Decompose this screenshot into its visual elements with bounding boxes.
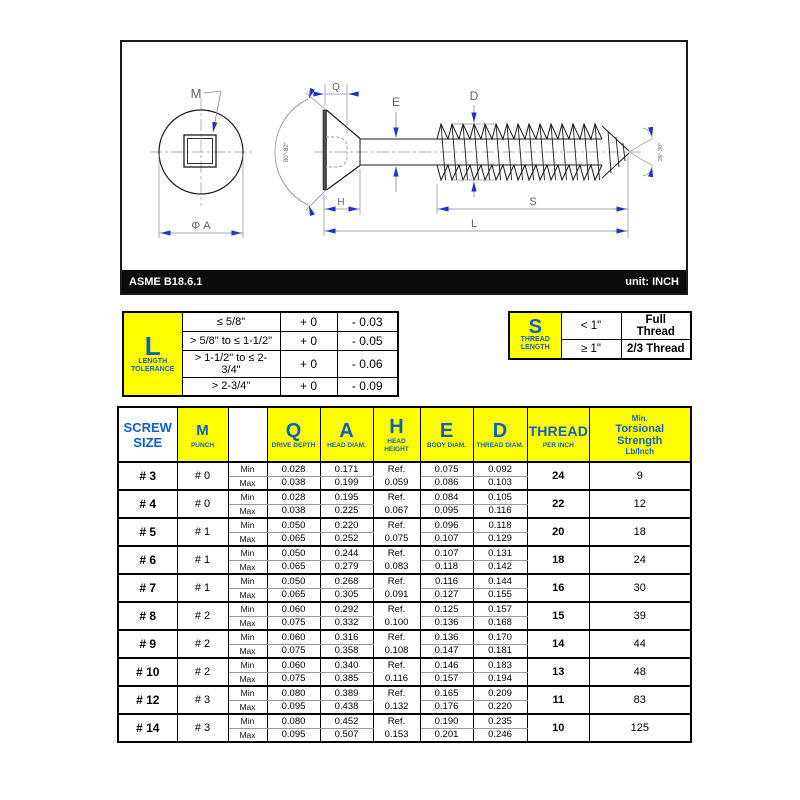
h-ref-value: 0.059 (384, 477, 409, 488)
a-min-value: 0.316 (320, 630, 373, 644)
max-label: Max (228, 616, 267, 630)
h-ref-cell (373, 630, 420, 658)
standard-label: ASME B18.6.1 (129, 275, 203, 288)
point-angle-ext-top (629, 138, 653, 152)
min-label: Min (228, 518, 267, 532)
h-ref-label: Ref. (387, 716, 406, 727)
d-min-value: 0.092 (473, 462, 527, 476)
label-head-angle: 80°-82° (284, 141, 290, 163)
max-label: Max (228, 560, 267, 574)
max-label: Max (228, 728, 267, 742)
d-min-value: 0.170 (473, 630, 527, 644)
unit-label: unit: INCH (625, 275, 679, 288)
q-min-value: 0.060 (267, 630, 320, 644)
screw-size-cell: # 14 (118, 714, 177, 742)
a-min-value: 0.340 (320, 658, 373, 672)
label-e: E (391, 95, 401, 109)
torsional-strength-cell: 18 (590, 518, 691, 546)
torsional-strength-cell: 9 (590, 462, 691, 490)
length-tolerance-table (122, 311, 399, 397)
h-ref-cell (373, 546, 420, 574)
q-max-value: 0.065 (267, 588, 320, 602)
spec-row-min (118, 518, 691, 532)
e-max-value: 0.147 (420, 644, 473, 658)
label-h: H (337, 197, 345, 208)
drawing-frame (120, 40, 688, 295)
label-m: M (190, 86, 202, 101)
d-max-value: 0.246 (473, 728, 527, 742)
torsional-strength-cell: 24 (590, 546, 691, 574)
head-angle-arrow-bottom (309, 206, 312, 214)
h-ref-label: Ref. (387, 688, 406, 699)
e-min-value: 0.075 (420, 462, 473, 476)
min-label: Min (228, 462, 267, 476)
d-min-value: 0.183 (473, 658, 527, 672)
e-max-value: 0.095 (420, 504, 473, 518)
header-d-thread-diam: D THREAD DIAM. (473, 407, 527, 462)
a-min-value: 0.292 (320, 602, 373, 616)
max-label: Max (228, 588, 267, 602)
spec-row-min (118, 546, 691, 560)
e-max-value: 0.127 (420, 588, 473, 602)
threads-per-inch-cell: 24 (527, 462, 590, 490)
label-d: D (469, 89, 479, 103)
tolerance-plus: + 0 (280, 331, 337, 350)
tolerance-minus: - 0.09 (337, 377, 398, 396)
spec-row-min (118, 630, 691, 644)
punch-size-cell: # 3 (177, 714, 228, 742)
d-min-value: 0.144 (473, 574, 527, 588)
max-label: Max (228, 476, 267, 490)
min-label: Min (228, 546, 267, 560)
symbol-l: L (144, 331, 161, 361)
e-min-value: 0.190 (420, 714, 473, 728)
punch-size-cell: # 2 (177, 602, 228, 630)
a-min-value: 0.452 (320, 714, 373, 728)
thread-length-symbol-cell (509, 312, 561, 359)
length-range: > 1-1/2" to ≤ 2-3/4" (182, 350, 280, 377)
punch-size-cell: # 2 (177, 658, 228, 686)
min-label: Min (228, 658, 267, 672)
tolerance-minus: - 0.03 (337, 312, 398, 331)
min-label: Min (228, 574, 267, 588)
h-ref-label: Ref. (387, 548, 406, 559)
max-label: Max (228, 672, 267, 686)
point-taper-top (602, 126, 629, 151)
label-s: S (529, 196, 537, 208)
q-max-value: 0.095 (267, 700, 320, 714)
threads-per-inch-cell: 14 (527, 630, 590, 658)
h-ref-cell (373, 658, 420, 686)
threads-per-inch-cell: 16 (527, 574, 590, 602)
point-angle-ext-bottom (629, 152, 653, 166)
a-min-value: 0.195 (320, 490, 373, 504)
h-ref-value: 0.108 (384, 645, 409, 656)
tolerance-plus: + 0 (280, 312, 337, 331)
q-max-value: 0.065 (267, 560, 320, 574)
head-top-edge (323, 110, 327, 190)
d-max-value: 0.155 (473, 588, 527, 602)
a-max-value: 0.252 (320, 532, 373, 546)
h-ref-label: Ref. (387, 632, 406, 643)
a-min-value: 0.244 (320, 546, 373, 560)
screw-spec-table (117, 406, 692, 743)
a-max-value: 0.225 (320, 504, 373, 518)
e-max-value: 0.157 (420, 672, 473, 686)
punch-size-cell: # 1 (177, 518, 228, 546)
screw-size-cell: # 4 (118, 490, 177, 518)
min-label: Min (228, 630, 267, 644)
symbol-l-title-2: TOLERANCE (131, 366, 175, 373)
thread-length-value: Full Thread (621, 312, 691, 340)
spec-row-min (118, 602, 691, 616)
q-min-value: 0.028 (267, 490, 320, 504)
torsional-strength-cell: 83 (590, 686, 691, 714)
h-ref-cell (373, 602, 420, 630)
d-max-value: 0.220 (473, 700, 527, 714)
d-min-value: 0.118 (473, 518, 527, 532)
a-min-value: 0.171 (320, 462, 373, 476)
symbol-s-title-2: LENGTH (520, 344, 550, 352)
technical-drawing (122, 42, 686, 272)
min-label: Min (228, 490, 267, 504)
table-row (123, 312, 398, 331)
punch-size-cell: # 0 (177, 462, 228, 490)
screw-size-cell: # 10 (118, 658, 177, 686)
point-angle-arrow-top (643, 128, 652, 137)
head-angle-ext-bottom (306, 190, 326, 210)
a-max-value: 0.279 (320, 560, 373, 574)
spec-row-min (118, 658, 691, 672)
q-min-value: 0.060 (267, 658, 320, 672)
q-min-value: 0.080 (267, 686, 320, 700)
h-ref-cell (373, 686, 420, 714)
h-ref-value: 0.083 (384, 561, 409, 572)
e-max-value: 0.176 (420, 700, 473, 714)
tolerance-minus: - 0.06 (337, 350, 398, 377)
max-label: Max (228, 644, 267, 658)
symbol-s: S (528, 316, 542, 339)
spec-row-min (118, 714, 691, 728)
e-min-value: 0.096 (420, 518, 473, 532)
q-max-value: 0.075 (267, 644, 320, 658)
d-max-value: 0.194 (473, 672, 527, 686)
label-point-angle: 26°-30° (658, 142, 664, 162)
punch-size-cell: # 2 (177, 630, 228, 658)
head-flank-bottom (327, 166, 361, 191)
screw-side-view (275, 82, 664, 238)
torsional-strength-cell: 48 (590, 658, 691, 686)
d-max-value: 0.129 (473, 532, 527, 546)
torsional-strength-cell: 44 (590, 630, 691, 658)
h-ref-label: Ref. (387, 604, 406, 615)
spec-table-body (118, 462, 691, 742)
punch-size-cell: # 1 (177, 546, 228, 574)
h-ref-cell (373, 490, 420, 518)
a-max-value: 0.385 (320, 672, 373, 686)
header-minmax-spacer (228, 407, 267, 462)
h-ref-cell (373, 518, 420, 546)
d-max-value: 0.181 (473, 644, 527, 658)
h-ref-cell (373, 462, 420, 490)
length-tolerance-symbol-cell (123, 312, 182, 396)
min-label: Min (228, 686, 267, 700)
head-angle-ext-top (306, 93, 326, 110)
e-max-value: 0.201 (420, 728, 473, 742)
q-max-value: 0.095 (267, 728, 320, 742)
max-label: Max (228, 532, 267, 546)
tolerance-minus: - 0.05 (337, 331, 398, 350)
point-angle-arrow-bottom (643, 167, 652, 176)
min-label: Min (228, 602, 267, 616)
max-label: Max (228, 700, 267, 714)
label-l: L (470, 218, 478, 230)
a-min-value: 0.268 (320, 574, 373, 588)
header-e-body-diam: E BODY DIAM. (420, 407, 473, 462)
symbol-l-title-1: LENGTH (138, 358, 168, 365)
square-drive-outer (184, 135, 216, 167)
h-ref-value: 0.116 (384, 673, 409, 684)
h-ref-value: 0.153 (384, 729, 409, 740)
punch-size-cell: # 3 (177, 686, 228, 714)
threads-per-inch-cell: 11 (527, 686, 590, 714)
header-q-drive-depth: Q DRIVE DEPTH (267, 407, 320, 462)
h-ref-value: 0.100 (384, 617, 409, 628)
e-min-value: 0.084 (420, 490, 473, 504)
thread-top-path (437, 124, 602, 139)
d-min-value: 0.131 (473, 546, 527, 560)
punch-size-cell: # 1 (177, 574, 228, 602)
h-ref-value: 0.075 (384, 533, 409, 544)
max-label: Max (228, 504, 267, 518)
screw-size-cell: # 6 (118, 546, 177, 574)
q-min-value: 0.080 (267, 714, 320, 728)
h-ref-label: Ref. (387, 660, 406, 671)
head-flank-top (327, 110, 361, 139)
torsional-strength-cell: 30 (590, 574, 691, 602)
screw-size-cell: # 9 (118, 630, 177, 658)
h-ref-cell (373, 574, 420, 602)
q-max-value: 0.065 (267, 532, 320, 546)
q-max-value: 0.038 (267, 476, 320, 490)
threads-per-inch-cell: 10 (527, 714, 590, 742)
spec-row-min (118, 686, 691, 700)
thread-length-table (508, 311, 692, 360)
threads-per-inch-cell: 22 (527, 490, 590, 518)
d-min-value: 0.235 (473, 714, 527, 728)
table-row (509, 312, 691, 340)
e-max-value: 0.118 (420, 560, 473, 574)
header-torsional-strength: Min. Torsional Strength Lb/Inch (590, 407, 691, 462)
a-max-value: 0.358 (320, 644, 373, 658)
e-min-value: 0.107 (420, 546, 473, 560)
screw-size-cell: # 12 (118, 686, 177, 714)
thread-length-value: 2/3 Thread (621, 340, 691, 359)
h-ref-label: Ref. (387, 492, 406, 503)
screw-front-view (150, 86, 254, 238)
d-max-value: 0.103 (473, 476, 527, 490)
symbol-s-title-1: THREAD (520, 336, 550, 344)
h-ref-label: Ref. (387, 520, 406, 531)
q-min-value: 0.060 (267, 602, 320, 616)
thread-length-condition: ≥ 1" (561, 340, 621, 359)
spec-header-row (118, 407, 691, 462)
e-min-value: 0.116 (420, 574, 473, 588)
torsional-strength-cell: 39 (590, 602, 691, 630)
a-min-value: 0.220 (320, 518, 373, 532)
e-min-value: 0.125 (420, 602, 473, 616)
d-max-value: 0.142 (473, 560, 527, 574)
e-min-value: 0.146 (420, 658, 473, 672)
header-h-head-height: H HEAD HEIGHT (373, 407, 420, 462)
d-max-value: 0.116 (473, 504, 527, 518)
h-ref-value: 0.067 (384, 505, 409, 516)
h-ref-label: Ref. (387, 576, 406, 587)
tolerance-plus: + 0 (280, 377, 337, 396)
a-max-value: 0.199 (320, 476, 373, 490)
e-min-value: 0.165 (420, 686, 473, 700)
e-max-value: 0.107 (420, 532, 473, 546)
d-max-value: 0.168 (473, 616, 527, 630)
m-leader-line (204, 91, 221, 93)
spec-row-min (118, 490, 691, 504)
d-min-value: 0.105 (473, 490, 527, 504)
q-max-value: 0.038 (267, 504, 320, 518)
h-ref-cell (373, 714, 420, 742)
punch-size-cell: # 0 (177, 490, 228, 518)
screw-size-cell: # 5 (118, 518, 177, 546)
header-thread-per-inch: THREAD PER INCH (527, 407, 590, 462)
header-m-punch: M PUNCH (177, 407, 228, 462)
length-range: > 2-3/4" (182, 377, 280, 396)
q-min-value: 0.050 (267, 518, 320, 532)
q-max-value: 0.075 (267, 672, 320, 686)
label-q: Q (332, 82, 340, 93)
a-max-value: 0.305 (320, 588, 373, 602)
e-min-value: 0.136 (420, 630, 473, 644)
a-max-value: 0.507 (320, 728, 373, 742)
square-drive-inner (188, 139, 213, 164)
label-phi-a: Φ A (191, 220, 211, 232)
screw-size-cell: # 7 (118, 574, 177, 602)
thread-length-condition: < 1" (561, 312, 621, 340)
q-min-value: 0.050 (267, 546, 320, 560)
threads-per-inch-cell: 18 (527, 546, 590, 574)
d-min-value: 0.157 (473, 602, 527, 616)
q-max-value: 0.075 (267, 616, 320, 630)
h-ref-value: 0.132 (384, 701, 409, 712)
spec-row-min (118, 574, 691, 588)
d-min-value: 0.209 (473, 686, 527, 700)
header-screw-size: SCREW SIZE (118, 407, 177, 462)
threads-per-inch-cell: 15 (527, 602, 590, 630)
screw-size-cell: # 8 (118, 602, 177, 630)
screw-size-cell: # 3 (118, 462, 177, 490)
min-label: Min (228, 714, 267, 728)
spec-row-min (118, 462, 691, 476)
threads-per-inch-cell: 20 (527, 518, 590, 546)
drawing-title-bar (122, 270, 686, 293)
torsional-strength-cell: 125 (590, 714, 691, 742)
h-ref-label: Ref. (387, 464, 406, 475)
a-min-value: 0.389 (320, 686, 373, 700)
q-min-value: 0.028 (267, 462, 320, 476)
torsional-strength-cell: 12 (590, 490, 691, 518)
header-a-head-diam: A HEAD DIAM. (320, 407, 373, 462)
q-min-value: 0.050 (267, 574, 320, 588)
h-ref-value: 0.091 (384, 589, 409, 600)
threads-per-inch-cell: 13 (527, 658, 590, 686)
length-range: ≤ 5/8" (182, 312, 280, 331)
a-max-value: 0.438 (320, 700, 373, 714)
head-angle-arc (275, 99, 308, 205)
tolerance-plus: + 0 (280, 350, 337, 377)
length-range: > 5/8" to ≤ 1-1/2" (182, 331, 280, 350)
a-max-value: 0.332 (320, 616, 373, 630)
e-max-value: 0.136 (420, 616, 473, 630)
e-max-value: 0.086 (420, 476, 473, 490)
